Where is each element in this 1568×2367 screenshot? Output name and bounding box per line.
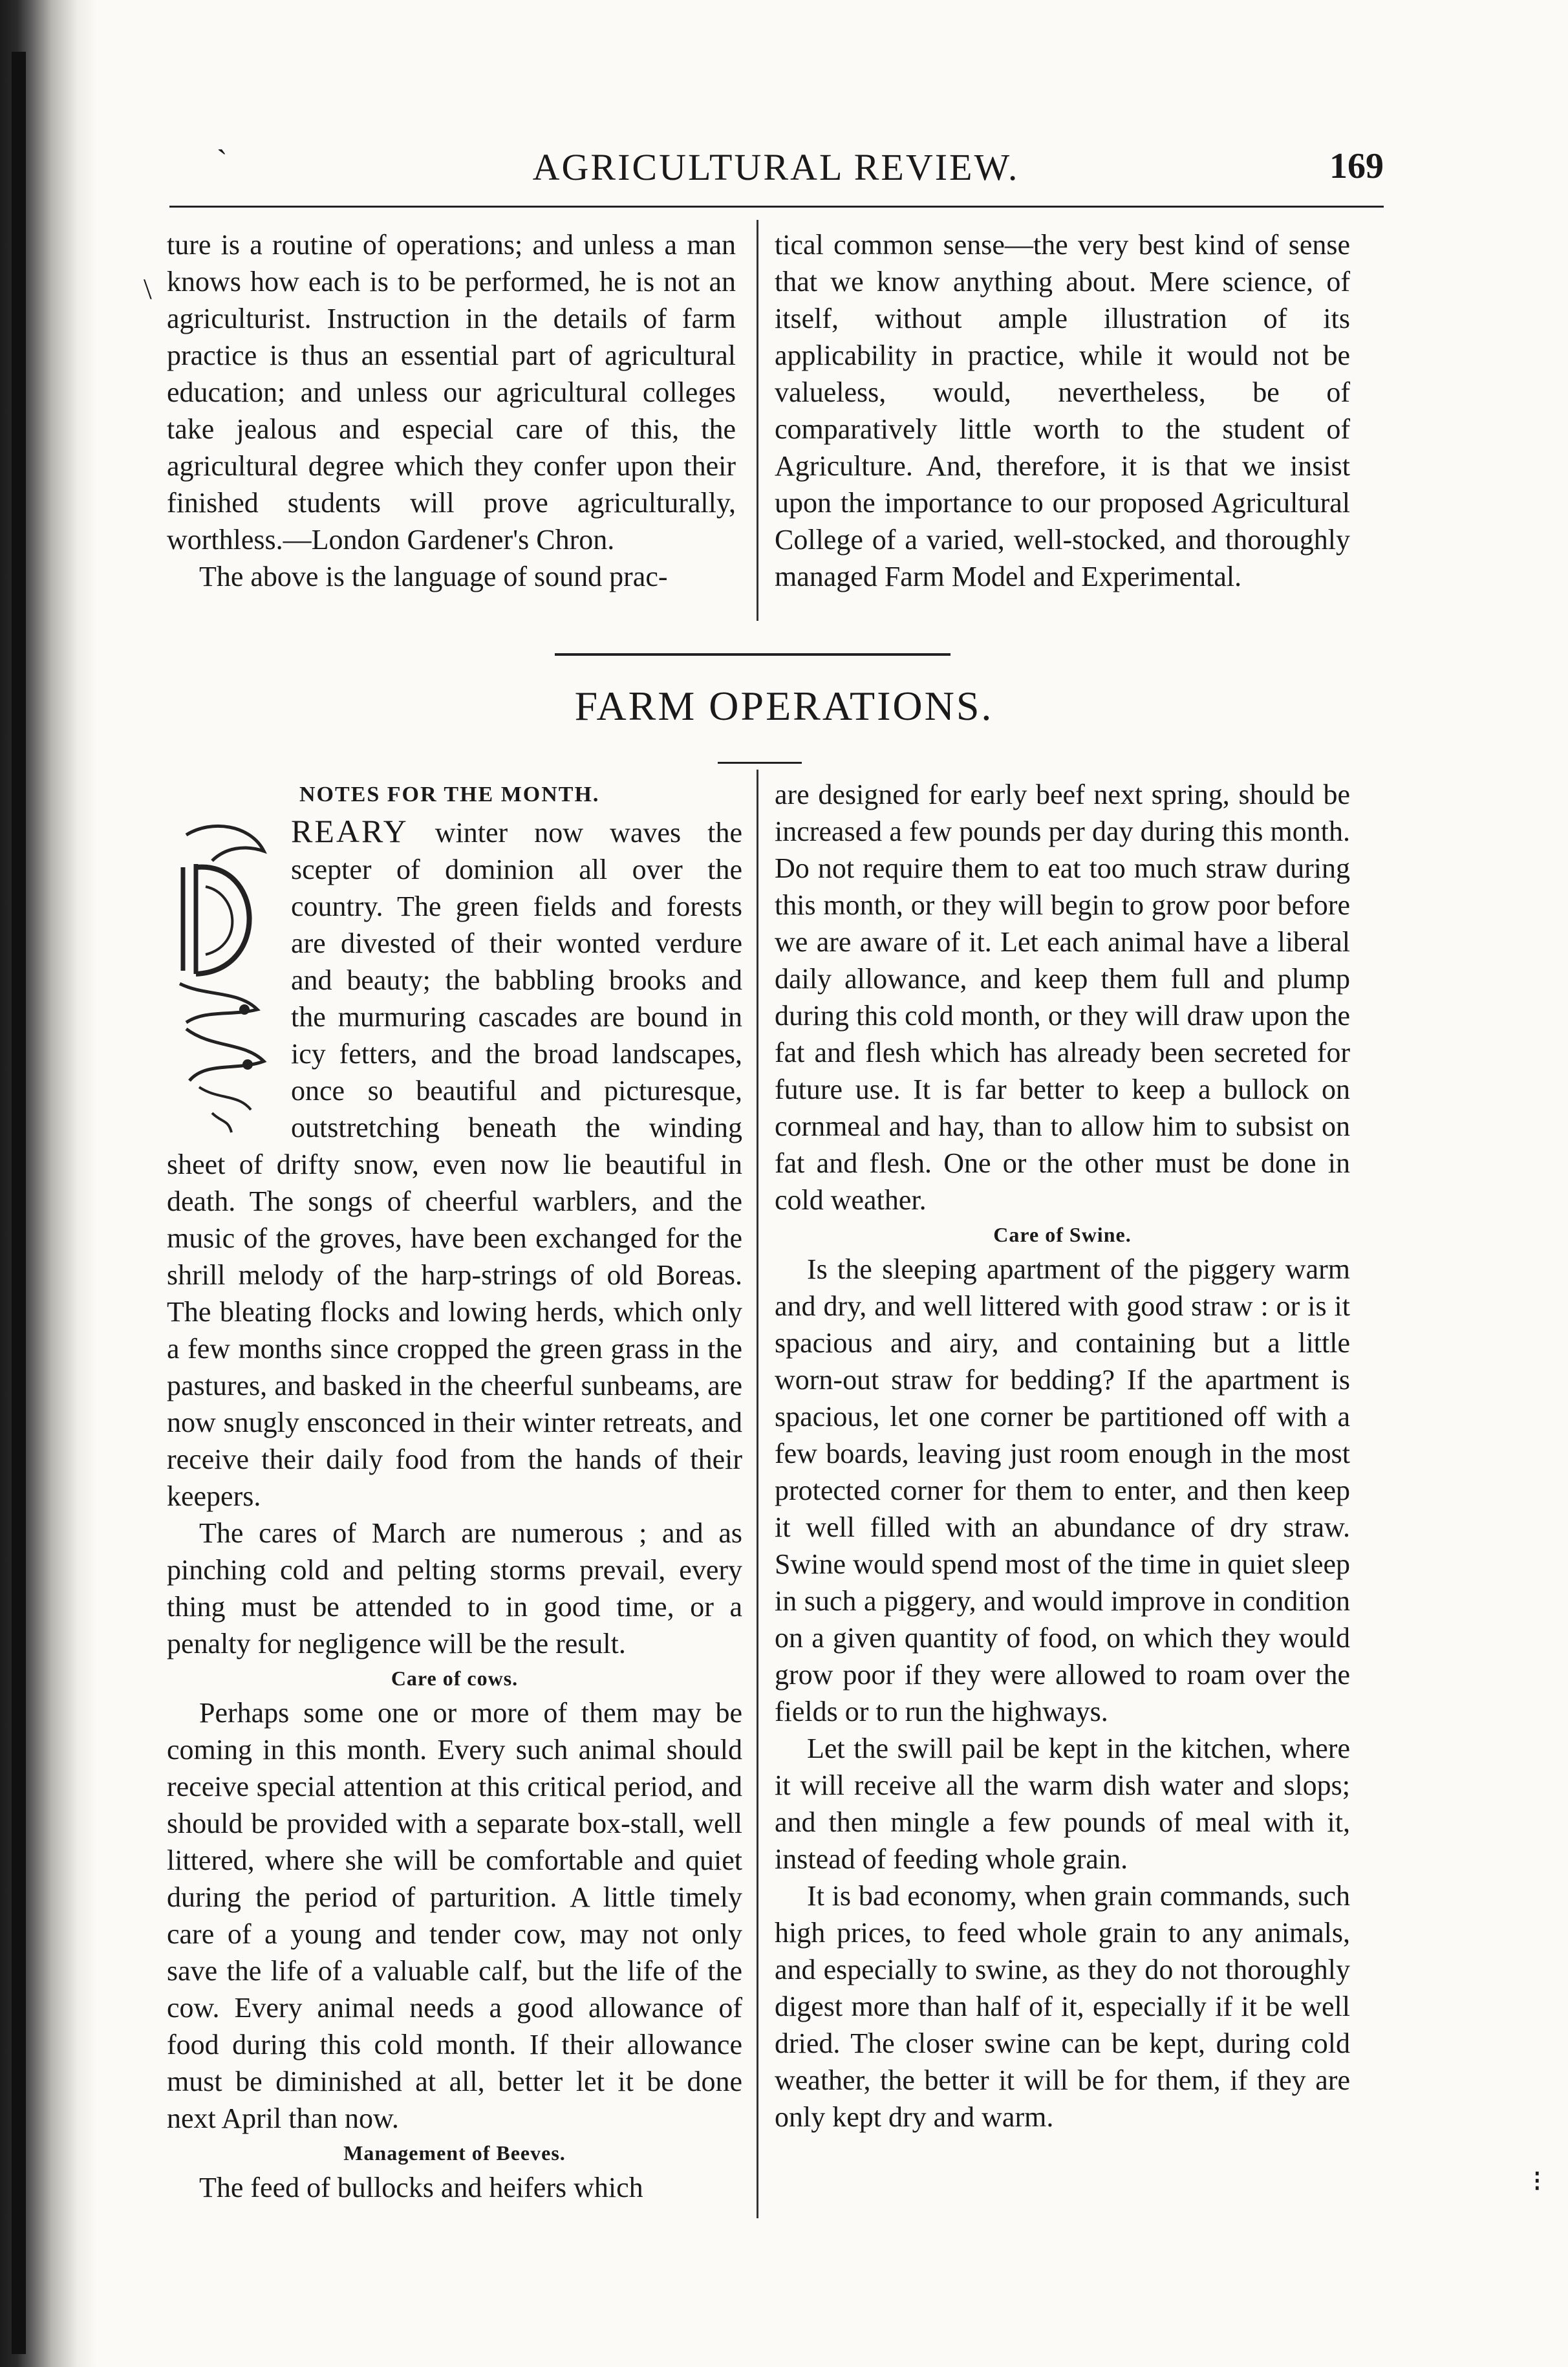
running-head — [168, 143, 1384, 197]
swill-paragraph: Let the swill pail be kept in the kitchen, where it will receive all the warm dish water and slops; and then mingle a few pounds of meal with it, instead of feeding whole grain. — [775, 1733, 1350, 1875]
cows-heading: Care of cows. — [391, 1667, 519, 1690]
main-column-divider — [757, 770, 758, 2218]
main-left-column — [167, 776, 742, 2206]
march-paragraph: The cares of March are numerous ; and as pinching cold and pelting storms prevail, every thing must be attended to in good time, or a penalty for negligence will be the result. — [167, 1517, 742, 1659]
margin-mark-left: \ — [144, 272, 152, 305]
ornamental-dropcap-d-icon — [167, 816, 277, 1139]
cows-paragraph: Perhaps some one or more of them may be coming in this month. Every such animal should receive special attention at this critical period, and should be provided with a separate box-stall, well littered, where she will be comfortable and quiet during the period of parturition. A little timely care of a young and tender cow, may not only save the life of a valuable calf, but the life of the cow. Every animal needs a good allowance of food during this cold month. If their allowance must be diminished at all, better let it be done next April than now. — [167, 1697, 742, 2134]
intro-paragraph — [167, 813, 742, 1515]
top-left-paragraph-1: ture is a routine of operations; and unless a man knows how each is to be performed, he is not an agriculturist. Instruction in the details of farm practice is thus an essential part of agricultural education; and unless our agricultural colleges take jealous and especial care of this, the agricultural degree which they confer upon their finished students will prove agriculturally, worthless.—London Gardener's Chron. — [167, 229, 736, 556]
binding-edge — [12, 52, 26, 2354]
header-mark: ˋ — [217, 143, 228, 179]
top-left-column — [167, 226, 736, 595]
margin-mark-right: ⁝ — [1532, 2165, 1542, 2198]
top-right-column — [775, 226, 1350, 595]
page-number: 169 — [1329, 146, 1384, 186]
notes-heading: NOTES FOR THE MONTH. — [299, 783, 600, 806]
beeves-heading: Management of Beeves. — [343, 2141, 566, 2165]
section-title: FARM OPERATIONS. — [574, 683, 994, 729]
page-binding-shadow — [0, 0, 97, 2367]
header-rule — [169, 206, 1384, 208]
main-right-column — [775, 776, 1350, 2135]
swine-paragraph: Is the sleeping apartment of the piggery warm and dry, and well littered with good straw : or is it spacious and airy, and containing but a little worn-out straw for bedding? If the apartment is spacious, let one corner be partitioned off with a few boards, leaving just room enough in the most protected corner for them to enter, and then keep it well filled with an abundance of dry straw. Swine would spend most of the time in quiet sleep in such a piggery, and would improve in condition on a given quantity of food, on which they would grow poor if they were allowed to roam over the fields or to run the highways. — [775, 1253, 1350, 1727]
swine-heading: Care of Swine. — [993, 1223, 1132, 1246]
economy-paragraph: It is bad economy, when grain commands, such high prices, to feed whole grain to any animals, and especially to swine, as they do not thoroughly digest more than half of it, especially if it be well dried. The closer swine can be kept, during cold weather, the better it will be for them, if they are only kept dry and warm. — [775, 1880, 1350, 2133]
lead-word: REARY — [291, 813, 409, 849]
title-underrule — [718, 762, 802, 764]
intro-text: winter now waves the scepter of dominion all over the country. The green fields and forests are divested of their wonted verdure and beauty; the babbling brooks and the murmuring cascades are bound in icy fetters, and the broad landscapes, once so beautiful and picturesque, outstretching beneath the winding sheet of drifty snow, even now lie beautiful in death. The songs of cheerful warblers, and the music of the groves, have been exchanged for the shrill melody of the harp-strings of old Boreas. The bleating flocks and lowing herds, which only a few months since cropped the green grass in the pastures, and basked in the cheerful sunbeams, are now snugly ensconced in their winter retreats, and receive their daily food from the hands of their keepers. — [167, 817, 742, 1512]
beeves-continued: are designed for early beef next spring, should be increased a few pounds per day during this month. Do not require them to eat too much straw during this month, or they will begin to grow poor before we are aware of it. Let each animal have a liberal daily allowance, and keep them full and plump during this cold month, or they will draw upon the fat and flesh which has already been secreted for future use. It is far better to keep a bullock on cornmeal and hay, than to allow him to subsist on fat and flesh. One or the other must be done in cold weather. — [775, 779, 1350, 1216]
top-column-divider — [757, 220, 758, 621]
top-left-paragraph-2: The above is the language of sound prac- — [199, 561, 668, 592]
section-rule — [555, 653, 950, 656]
beeves-paragraph: The feed of bullocks and heifers which — [199, 2172, 643, 2203]
top-right-paragraph-1: tical common sense—the very best kind of sense that we know anything about. Mere science, of itself, without ample illustration of its applicability in practice, while it would not be valueless, would, nevertheless, be of comparatively little worth to the student of Agriculture. And, therefore, it is that we insist upon the importance to our proposed Agricultural College of a varied, well-stocked, and thoroughly managed Farm Model and Experimental. — [775, 229, 1350, 592]
running-title: AGRICULTURAL REVIEW. — [532, 146, 1020, 188]
